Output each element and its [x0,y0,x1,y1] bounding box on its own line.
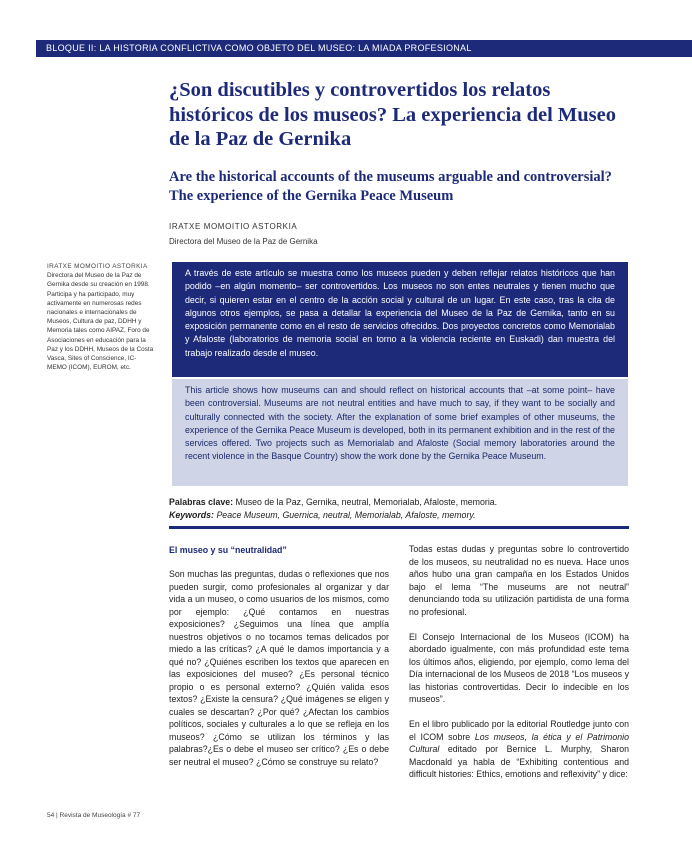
keywords-english-value: Peace Museum, Guernica, neutral, Memorialab, Afaloste, memory. [216,509,476,520]
sidebar-author-name: IRATXE MOMOITIO ASTORKIA [47,263,148,270]
abstract-spanish [172,262,628,377]
abstract-spanish-text: A través de este artículo se muestra como los museos pueden y deben reflejar relatos históricos que han podido –en algún momento– ser controvertidos. Los museos no son entes neutrales y tienen mucho que decir, si quieren estar en el centro de la acción social y cultural de un lugar. En este caso, tras la cita de algunos otros ejemplos, se pasa a detallar la experiencia del Museo de la Paz de Gernika, tanto en su exposición permanente como en el resto de servicios ofrecidos. Dos proyectos concretos como Memorialab y Afaloste (laboratorios de memoria social en torno a la violencia reciente en Euskadi) dan muestra del trabajo realizado desde el museo. [185,268,615,358]
section-header-band [36,40,692,57]
keywords-english-label: Keywords: [169,509,214,520]
section-divider [169,526,629,529]
article-title-english: Are the historical accounts of the museums arguable and controversial? The experience of the Gernika Peace Museum [169,169,612,204]
book-title: Los museos, la ética y el Patrimonio Cultural [409,731,629,754]
body-paragraph: Son muchas las preguntas, dudas o reflexiones que nos pueden surgir, como profesionales al organizar y dar vida a un museo, o como usuarios de los mismos, como por ejemplo: ¿Qué contamos en nuestras exposiciones? ¿Seguimos una línea que amplía nuestros objetivos o no tocamos temas delicados por miedo a las críticas? ¿A qué le damos importancia y a qué no? ¿Quiénes escriben los textos que aparecen en las exposiciones del museo? ¿Es personal técnico propio o es personal externo? ¿Quién valida esos textos? ¿Existe la censura? ¿Qué imágenes se eligen y cuales se descartan? ¿Por qué? ¿Afectan los cambios políticos, sociales y culturales a lo que se refleja en los museos? ¿Cómo se utilizan los términos y las palabras?¿Es o debe el museo ser crítico? ¿Es o debe ser neutral el museo? ¿Cómo se construye su relato? [169,569,389,767]
abstract-english-text: This article shows how museums can and should reflect on historical accounts that –at some point– have been controversial. Museums are not neutral entities and have much to say, if they want to be socially and culturally connected with the society. After the explanation of some brief examples of other museums, the experience of the Gernika Peace Museum is developed, both in its permanent exhibition and in the rest of the services offered. Two projects such as Memorialab and Afaloste (Social memory laboratories around the recent violence in the Basque Country) show the work done by the Gernika Peace Museum. [185,385,615,462]
section-header-text: BLOQUE II: LA HISTORIA CONFLICTIVA COMO OBJETO DEL MUSEO: LA MIADA PROFESIONAL [46,43,472,53]
body-text-segment: editado por Bernice L. Murphy, Sharon Macdonald ya habla de “Exhibiting contentious and difficult histories: Ethics, emotions and reflexivity” y dice: [409,744,629,779]
keywords-spanish [169,496,629,509]
keywords-english [169,509,629,522]
body-column-right [409,543,629,793]
body-paragraph [409,718,629,781]
author-role: Directora del Museo de la Paz de Gernika [169,237,318,246]
keywords-spanish-label: Palabras clave: [169,497,234,507]
body-paragraph: Todas estas dudas y preguntas sobre lo controvertido de los museos, su neutralidad no es nueva. Hace unos años hubo una gran campaña en los Estados Unidos bajo el lema “The museums are not neutral” denunciando toda su utilización partidista de una forma no profesional. [409,544,629,617]
body-column-left [169,568,389,768]
section-heading: El museo y su “neutralidad” [169,545,287,555]
page-footer: 54 | Revista de Museología # 77 [47,812,141,819]
author-name: IRATXE MOMOITIO ASTORKIA [169,222,298,231]
keywords-spanish-value: Museo de la Paz, Gernika, neutral, Memorialab, Afaloste, memoria. [235,497,498,507]
body-text-segment: En el libro publicado por la editorial Routledge junto con el ICOM sobre [409,719,629,742]
body-paragraph: El Consejo Internacional de los Museos (ICOM) ha abordado igualmente, con más profundidad este tema los últimos años, eligiendo, por ejemplo, como lema del Día internacional de los Museos de 2018 “Los museos y las historias controvertidas. Decir lo indecible en los museos”. [409,631,629,704]
article-title-spanish: ¿Son discutibles y controvertidos los relatos históricos de los museos? La experiencia del Museo de la Paz de Gernika [169,79,616,150]
keywords-block [169,496,629,521]
abstract-english [172,379,628,486]
sidebar-author-bio: Directora del Museo de la Paz de Gernika desde su creación en 1998. Participa y ha participado, muy activamente en numerosas redes nacionales e internacionales de Museos, Cultura de paz, DDHH y Memoria tales como AIPAZ, Foro de Asociaciones en educación para la Paz y los DDHH, Museos de la Costa Vasca, Sites of Conscience, IC-MEMO (ICOM), EUROM, etc. [47,272,154,372]
author-bio-sidebar [47,262,155,372]
